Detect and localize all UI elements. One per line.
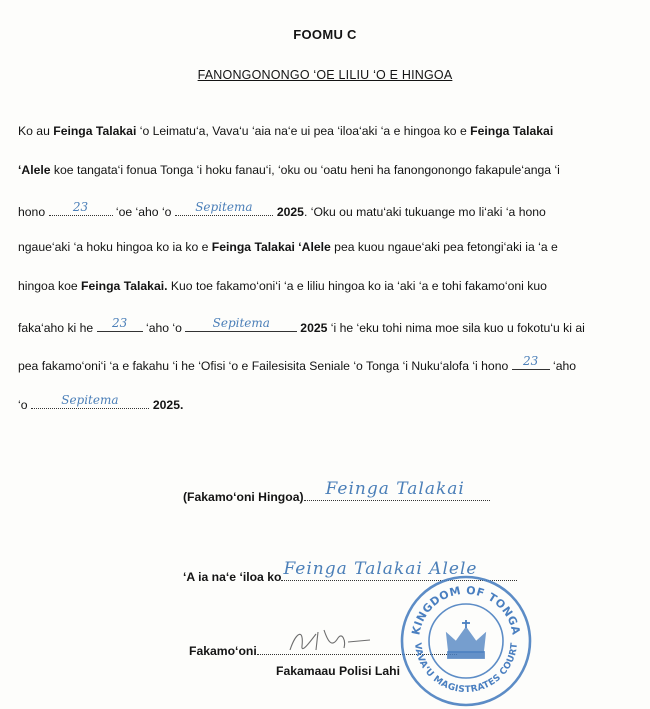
- month-blank: Sepitema: [185, 318, 297, 332]
- declaration-line-6: faka‘aho ki he 23 ‘aho ‘o Sepitema 2025 ‘i he ‘eku tohi nima moe sila kuo u fokotu‘u ki ai: [18, 316, 585, 335]
- crown-icon: [447, 620, 485, 658]
- month-blank: Sepitema: [175, 202, 273, 216]
- day-blank: 23: [49, 202, 113, 216]
- signer-signature: Feinga Talakai: [304, 486, 490, 501]
- known-as-line: ‘A ia na‘e ‘iloa ko Feinga Talakai Alele: [183, 566, 517, 584]
- original-name: Feinga Talakai: [470, 124, 554, 138]
- day-blank: 23: [512, 356, 550, 370]
- original-name: Feinga Talakai: [53, 124, 137, 138]
- day-blank: 23: [97, 318, 143, 332]
- svg-text:VAVA‘U MAGISTRATES COURT: VAVA‘U MAGISTRATES COURT: [411, 642, 521, 696]
- new-name: Feinga Talakai ‘Alele: [211, 240, 331, 254]
- declaration-line-5: hingoa koe Feinga Talakai. Kuo toe fakamo‘oni‘i ‘a e liliu hingoa ko ia ‘aki ‘a e tohi fakamo‘oni kuo: [18, 279, 547, 293]
- signer-signature-line: (Fakamo‘oni Hingoa) Feinga Talakai: [183, 486, 490, 504]
- original-name: Feinga Talakai.: [81, 279, 168, 293]
- declaration-line-7: pea fakamo‘oni‘i ‘a e fakahu ‘i he ‘Ofisi ‘o e Failesisita Seniale ‘o Tonga ‘i Nuku‘alofa ‘i hono 23 ‘aho: [18, 354, 577, 373]
- declaration-line-4: ngaue‘aki ‘a hoku hingoa ko ia ko e Feinga Talakai ‘Alele pea kuou ngaue‘aki pea fetongi‘aki ia ‘a e: [18, 240, 558, 254]
- declaration-line-8: ‘o Sepitema 2025.: [18, 393, 184, 412]
- witness-line: Fakamo‘oni: [189, 640, 457, 658]
- officer-title: Fakamaau Polisi Lahi: [276, 664, 400, 678]
- known-as-signature: Feinga Talakai Alele: [281, 566, 517, 581]
- page-title: FOOMU C: [293, 27, 357, 42]
- declaration-line-3: hono 23 ‘oe ‘aho ‘o Sepitema 2025. ‘Oku ou matu‘aki tukuange mo li‘aki ‘a hono: [18, 200, 546, 219]
- declaration-line-1: Ko au Feinga Talakai ‘o Leimatu‘a, Vava‘u ‘aia na‘e ui pea ‘iloa‘aki ‘a e hingoa ko e Feinga Talakai: [18, 124, 554, 138]
- month-blank: Sepitema: [31, 395, 149, 409]
- witness-signature-scribble: [282, 620, 382, 660]
- svg-text:KINGDOM OF TONGA: KINGDOM OF TONGA: [409, 583, 523, 637]
- page-subtitle: FANONGONONGO ‘OE LILIU ‘O E HINGOA: [197, 68, 453, 82]
- declaration-line-2: ‘Alele koe tangata‘i fonua Tonga ‘i hoku fanau‘i, ‘oku ou ‘oatu heni ha fanongonongo fakapule‘anga ‘i: [18, 163, 560, 177]
- new-name-suffix: ‘Alele: [18, 163, 51, 177]
- court-seal-stamp: [399, 574, 533, 708]
